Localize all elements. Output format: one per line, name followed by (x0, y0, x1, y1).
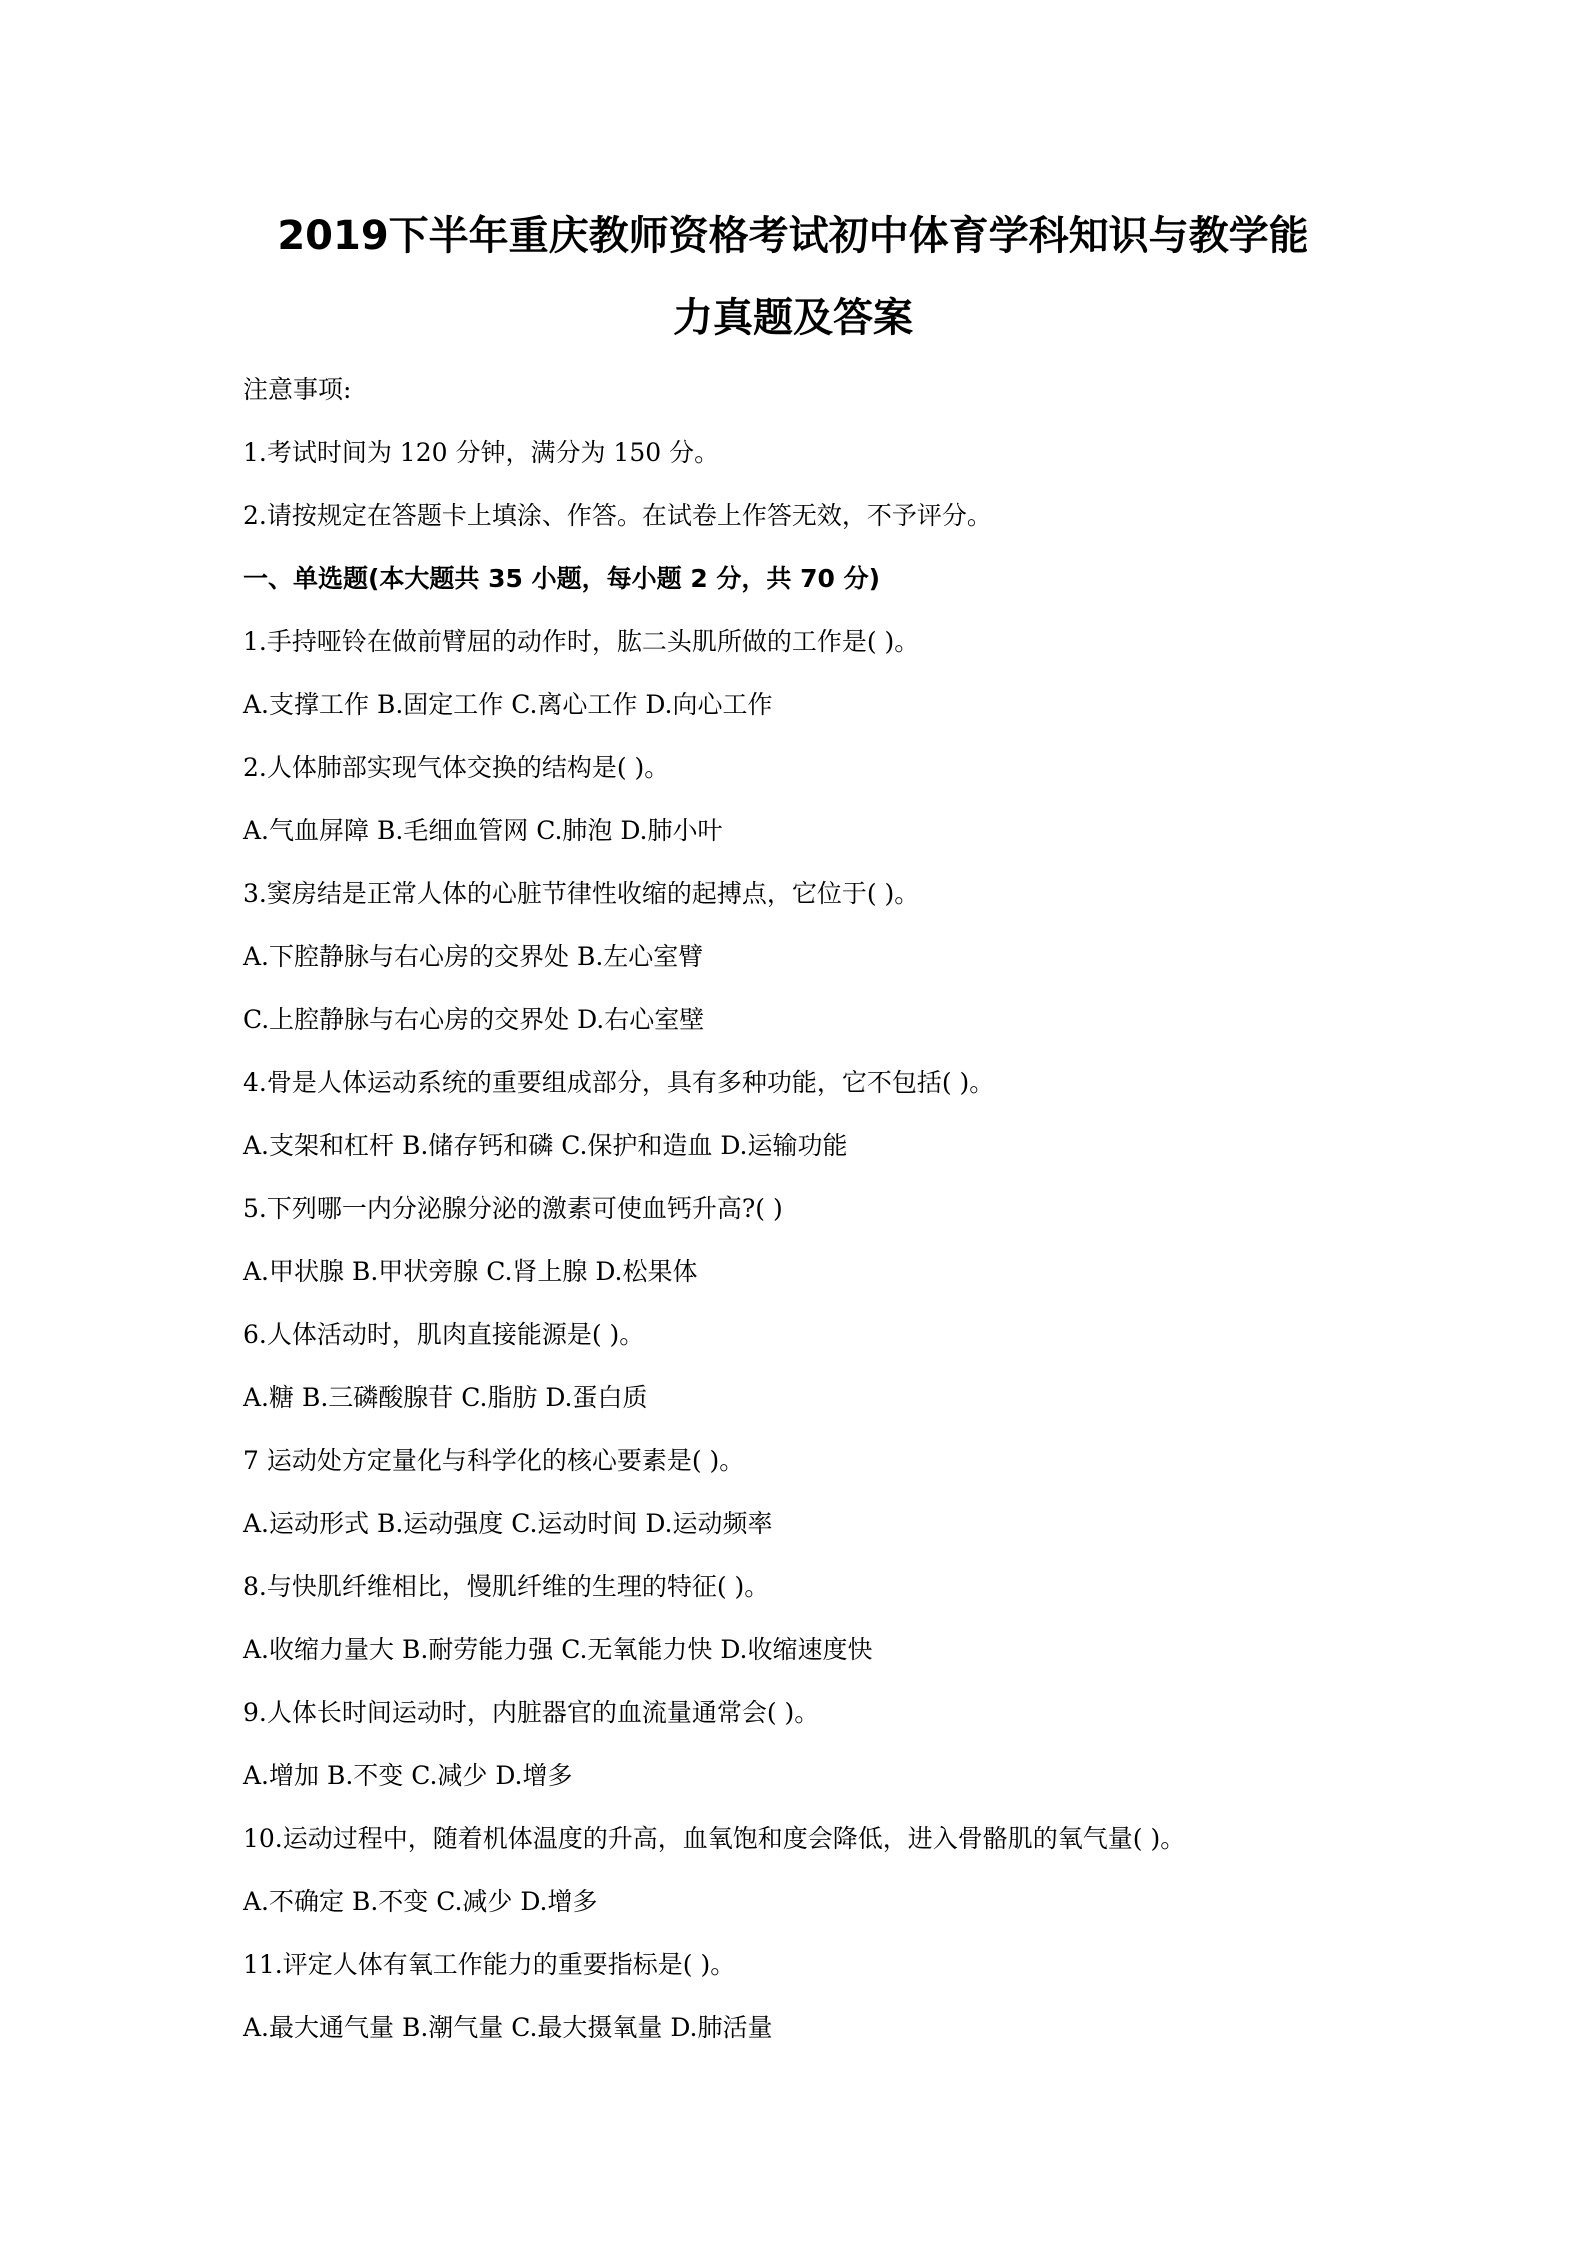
note-line: 2.请按规定在答题卡上填涂、作答。在试卷上作答无效，不予评分。 (243, 501, 992, 530)
document-title-line-1: 2019下半年重庆教师资格考试初中体育学科知识与教学能 (277, 213, 1309, 259)
answer-options-line: A.最大通气量 B.潮气量 C.最大摄氧量 D.肺活量 (243, 2013, 773, 2042)
answer-options-line: A.甲状腺 B.甲状旁腺 C.肾上腺 D.松果体 (243, 1257, 698, 1286)
answer-options-line: A.不确定 B.不变 C.减少 D.增多 (243, 1887, 598, 1916)
question-line: 1.手持哑铃在做前臂屈的动作时，肱二头肌所做的工作是( )。 (243, 627, 920, 656)
answer-options-line: A.支撑工作 B.固定工作 C.离心工作 D.向心工作 (243, 690, 773, 719)
answer-options-line: A.下腔静脉与右心房的交界处 B.左心室臂 (243, 942, 704, 971)
answer-options-line: C.上腔静脉与右心房的交界处 D.右心室壁 (243, 1005, 705, 1034)
question-line: 5.下列哪一内分泌腺分泌的激素可使血钙升高?( ) (243, 1194, 783, 1223)
answer-options-line: A.运动形式 B.运动强度 C.运动时间 D.运动频率 (243, 1509, 773, 1538)
section-heading: 一、单选题(本大题共 35 小题，每小题 2 分，共 70 分) (243, 564, 881, 593)
question-line: 11.评定人体有氧工作能力的重要指标是( )。 (243, 1950, 736, 1979)
question-line: 7 运动处方定量化与科学化的核心要素是( )。 (243, 1446, 745, 1475)
question-line: 3.窦房结是正常人体的心脏节律性收缩的起搏点，它位于( )。 (243, 879, 920, 908)
question-line: 8.与快肌纤维相比，慢肌纤维的生理的特征( )。 (243, 1572, 770, 1601)
question-line: 10.运动过程中，随着机体温度的升高，血氧饱和度会降低，进入骨骼肌的氧气量( )。 (243, 1824, 1186, 1853)
answer-options-line: A.收缩力量大 B.耐劳能力强 C.无氧能力快 D.收缩速度快 (243, 1635, 873, 1664)
notes-heading: 注意事项: (243, 375, 352, 404)
answer-options-line: A.糖 B.三磷酸腺苷 C.脂肪 D.蛋白质 (243, 1383, 648, 1412)
answer-options-line: A.支架和杠杆 B.储存钙和磷 C.保护和造血 D.运输功能 (243, 1131, 848, 1160)
answer-options-line: A.气血屏障 B.毛细血管网 C.肺泡 D.肺小叶 (243, 816, 723, 845)
note-line: 1.考试时间为 120 分钟，满分为 150 分。 (243, 438, 720, 467)
question-line: 4.骨是人体运动系统的重要组成部分，具有多种功能，它不包括( )。 (243, 1068, 995, 1097)
document-title-line-2: 力真题及答案 (673, 295, 913, 341)
answer-options-line: A.增加 B.不变 C.减少 D.增多 (243, 1761, 573, 1790)
question-line: 6.人体活动时，肌肉直接能源是( )。 (243, 1320, 645, 1349)
question-line: 2.人体肺部实现气体交换的结构是( )。 (243, 753, 670, 782)
question-line: 9.人体长时间运动时，内脏器官的血流量通常会( )。 (243, 1698, 820, 1727)
